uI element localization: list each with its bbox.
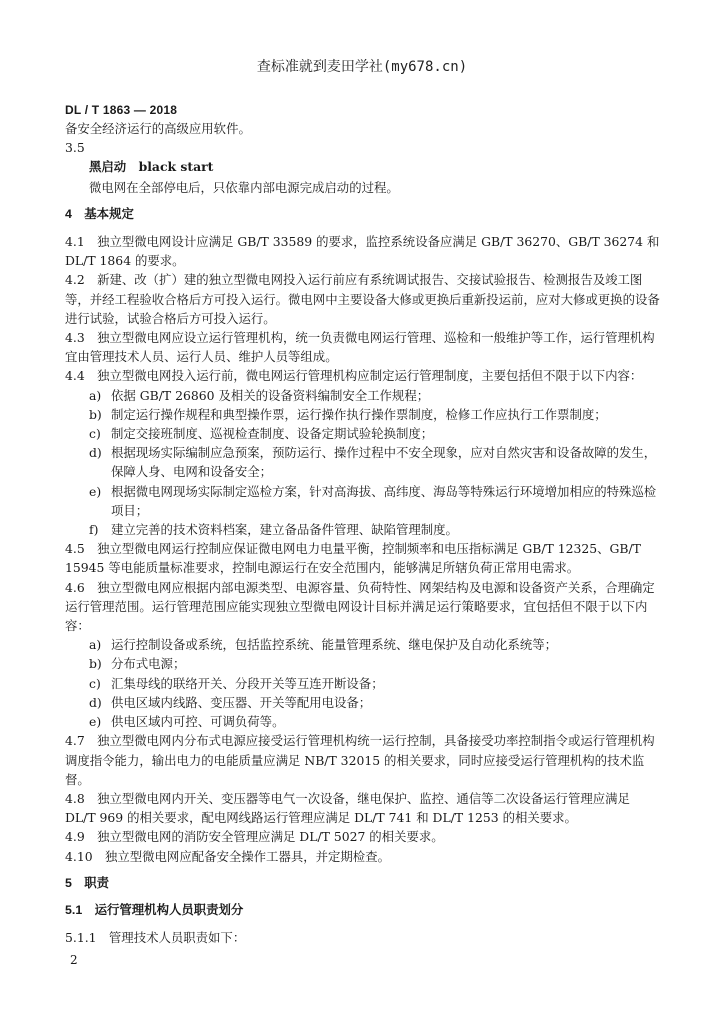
list-item: a) 运行控制设备或系统，包括监控系统、能量管理系统、继电保护及自动化系统等； [89, 637, 558, 653]
term-english: black start [138, 159, 214, 175]
clause-4-2: 4.2 新建、改（扩）建的独立型微电网投入运行前应有系统调试报告、交接试验报告、检测报告及竣工图等，并经工程验收合格后方可投入运行。微电网中主要设备大修或更换后重新投运前，应对大修或更换的设备进行试验，试验合格后方可投入运行。 [65, 272, 660, 326]
clause-4-4: 4.4 独立型微电网投入运行前，微电网运行管理机构应制定运行管理制度，主要包括但不限于以下内容： [65, 368, 643, 384]
clause-4-6: 4.6 独立型微电网应根据内部电源类型、电源容量、负荷特性、网架结构及电源和设备资产关系，合理确定运行管理范围。运行管理范围应能实现独立型微电网设计目标并满足运行策略要求，宜包括但不限于以下内容： [65, 579, 655, 634]
clause-3-5-number: 3.5 [65, 140, 85, 156]
document-id: DL / T 1863 — 2018 [65, 103, 178, 117]
page-number: 2 [70, 953, 78, 967]
section-4-heading: 4 基本规定 [65, 206, 134, 221]
list-4-6 [65, 635, 662, 731]
list-item: b) 制定运行操作规程和典型操作票，运行操作执行操作票制度，检修工作应执行工作票制度； [89, 406, 607, 422]
clause-4-10: 4.10 独立型微电网应配备安全操作工器具，并定期检查。 [65, 848, 390, 864]
list-4-4 [65, 386, 662, 540]
clause-3-5-term [65, 157, 662, 177]
list-item: e) 供电区域内可控、可调负荷等。 [89, 714, 285, 730]
list-item: d) 供电区域内线路、变压器、开关等配用电设备； [89, 694, 372, 710]
clause-4-1: 4.1 独立型微电网设计应满足 GB/T 33589 的要求，监控系统设备应满足 GB/T 36270、GB/T 36274 和 DL/T 1864 的要求。 [65, 234, 660, 269]
watermark: 查标准就到麦田学社(my678.cn) [256, 59, 468, 75]
section-5-1-heading: 5.1 运行管理机构人员职责划分 [65, 902, 244, 917]
list-item: a) 依据 GB/T 26860 及相关的设备资料编制安全工作规程； [89, 387, 430, 403]
section-5-heading: 5 职责 [65, 875, 110, 890]
list-item: f) 建立完善的技术资料档案，建立备品备件管理、缺陷管理制度。 [89, 522, 458, 538]
list-item: e) 根据微电网现场实际制定巡检方案，针对高海拔、高纬度、海岛等特殊运行环境增加相应的特殊巡检项目； [89, 483, 657, 518]
clause-4-8: 4.8 独立型微电网内开关、变压器等电气一次设备，继电保护、监控、通信等二次设备运行管理应满足 DL/T 969 的相关要求，配电网线路运行管理应满足 DL/T 741 和 DL/T 1253 的相关要求。 [65, 790, 630, 826]
list-item: d) 根据现场实际编制应急预案，预防运行、操作过程中不安全现象，应对自然灾害和设备故障的发生，保障人身、电网和设备安全； [89, 445, 657, 480]
clause-4-7: 4.7 独立型微电网内分布式电源应接受运行管理机构统一运行控制，具备接受功率控制指令或运行管理机构调度指令能力，输出电力的电能质量应满足 NB/T 32015 的相关要求，同时应接受运行管理机构的技术监督。 [65, 733, 655, 787]
document-body [65, 119, 662, 947]
paragraph-continuation: 备安全经济运行的高级应用软件。 [65, 121, 251, 136]
clause-5-1-1: 5.1.1 管理技术人员职责如下： [65, 930, 246, 946]
clause-4-3: 4.3 独立型微电网应设立运行管理机构，统一负责微电网运行管理、巡检和一般维护等工作，运行管理机构宜由管理技术人员、运行人员、维护人员等组成。 [65, 330, 655, 365]
clause-3-5-definition: 微电网在全部停电后，只依靠内部电源完成启动的过程。 [89, 179, 399, 195]
list-item: c) 制定交接班制度、巡视检查制度、设备定期试验轮换制度； [89, 426, 434, 442]
clause-4-5: 4.5 独立型微电网运行控制应保证微电网电力电量平衡，控制频率和电压指标满足 GB/T 12325、GB/T 15945 等电能质量标准要求，控制电源运行在安全范围内，能够满足所辖负荷正常用电需求。 [65, 541, 641, 576]
clause-4-9: 4.9 独立型微电网的消防安全管理应满足 DL/T 5027 的相关要求。 [65, 829, 444, 845]
term-chinese: 黑启动 [89, 160, 127, 175]
list-item: b) 分布式电源； [89, 656, 186, 672]
list-item: c) 汇集母线的联络开关、分段开关等互连开断设备； [89, 675, 384, 691]
